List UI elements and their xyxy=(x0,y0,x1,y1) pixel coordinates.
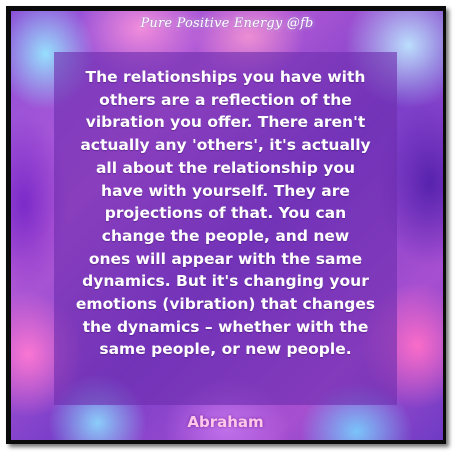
quote-line: all about the relationship you xyxy=(95,158,356,177)
quote-line: the dynamics – whether with the xyxy=(82,317,369,336)
quote-line: change the people, and new xyxy=(101,226,350,245)
quote-image xyxy=(11,11,443,440)
quote-line: have with yourself. They are xyxy=(101,181,350,200)
watermark: Pure Positive Energy @fb xyxy=(140,16,314,31)
quote-line: ones will appear with the same xyxy=(88,249,363,268)
quote-line: emotions (vibration) that changes xyxy=(75,295,376,314)
quote-text xyxy=(54,66,397,361)
quote-line: The relationships you have with xyxy=(85,68,366,86)
quote-line: vibration you offer. There aren't xyxy=(85,113,366,132)
quote-line: others are a reflection of the xyxy=(99,90,352,109)
quote-author: Abraham xyxy=(187,413,264,431)
quote-line: projections of that. You can xyxy=(104,204,347,223)
quote-line: actually any 'others', it's actually xyxy=(80,136,371,155)
quote-line: dynamics. But it's changing your xyxy=(82,272,369,291)
quote-line: same people, or new people. xyxy=(99,340,352,359)
